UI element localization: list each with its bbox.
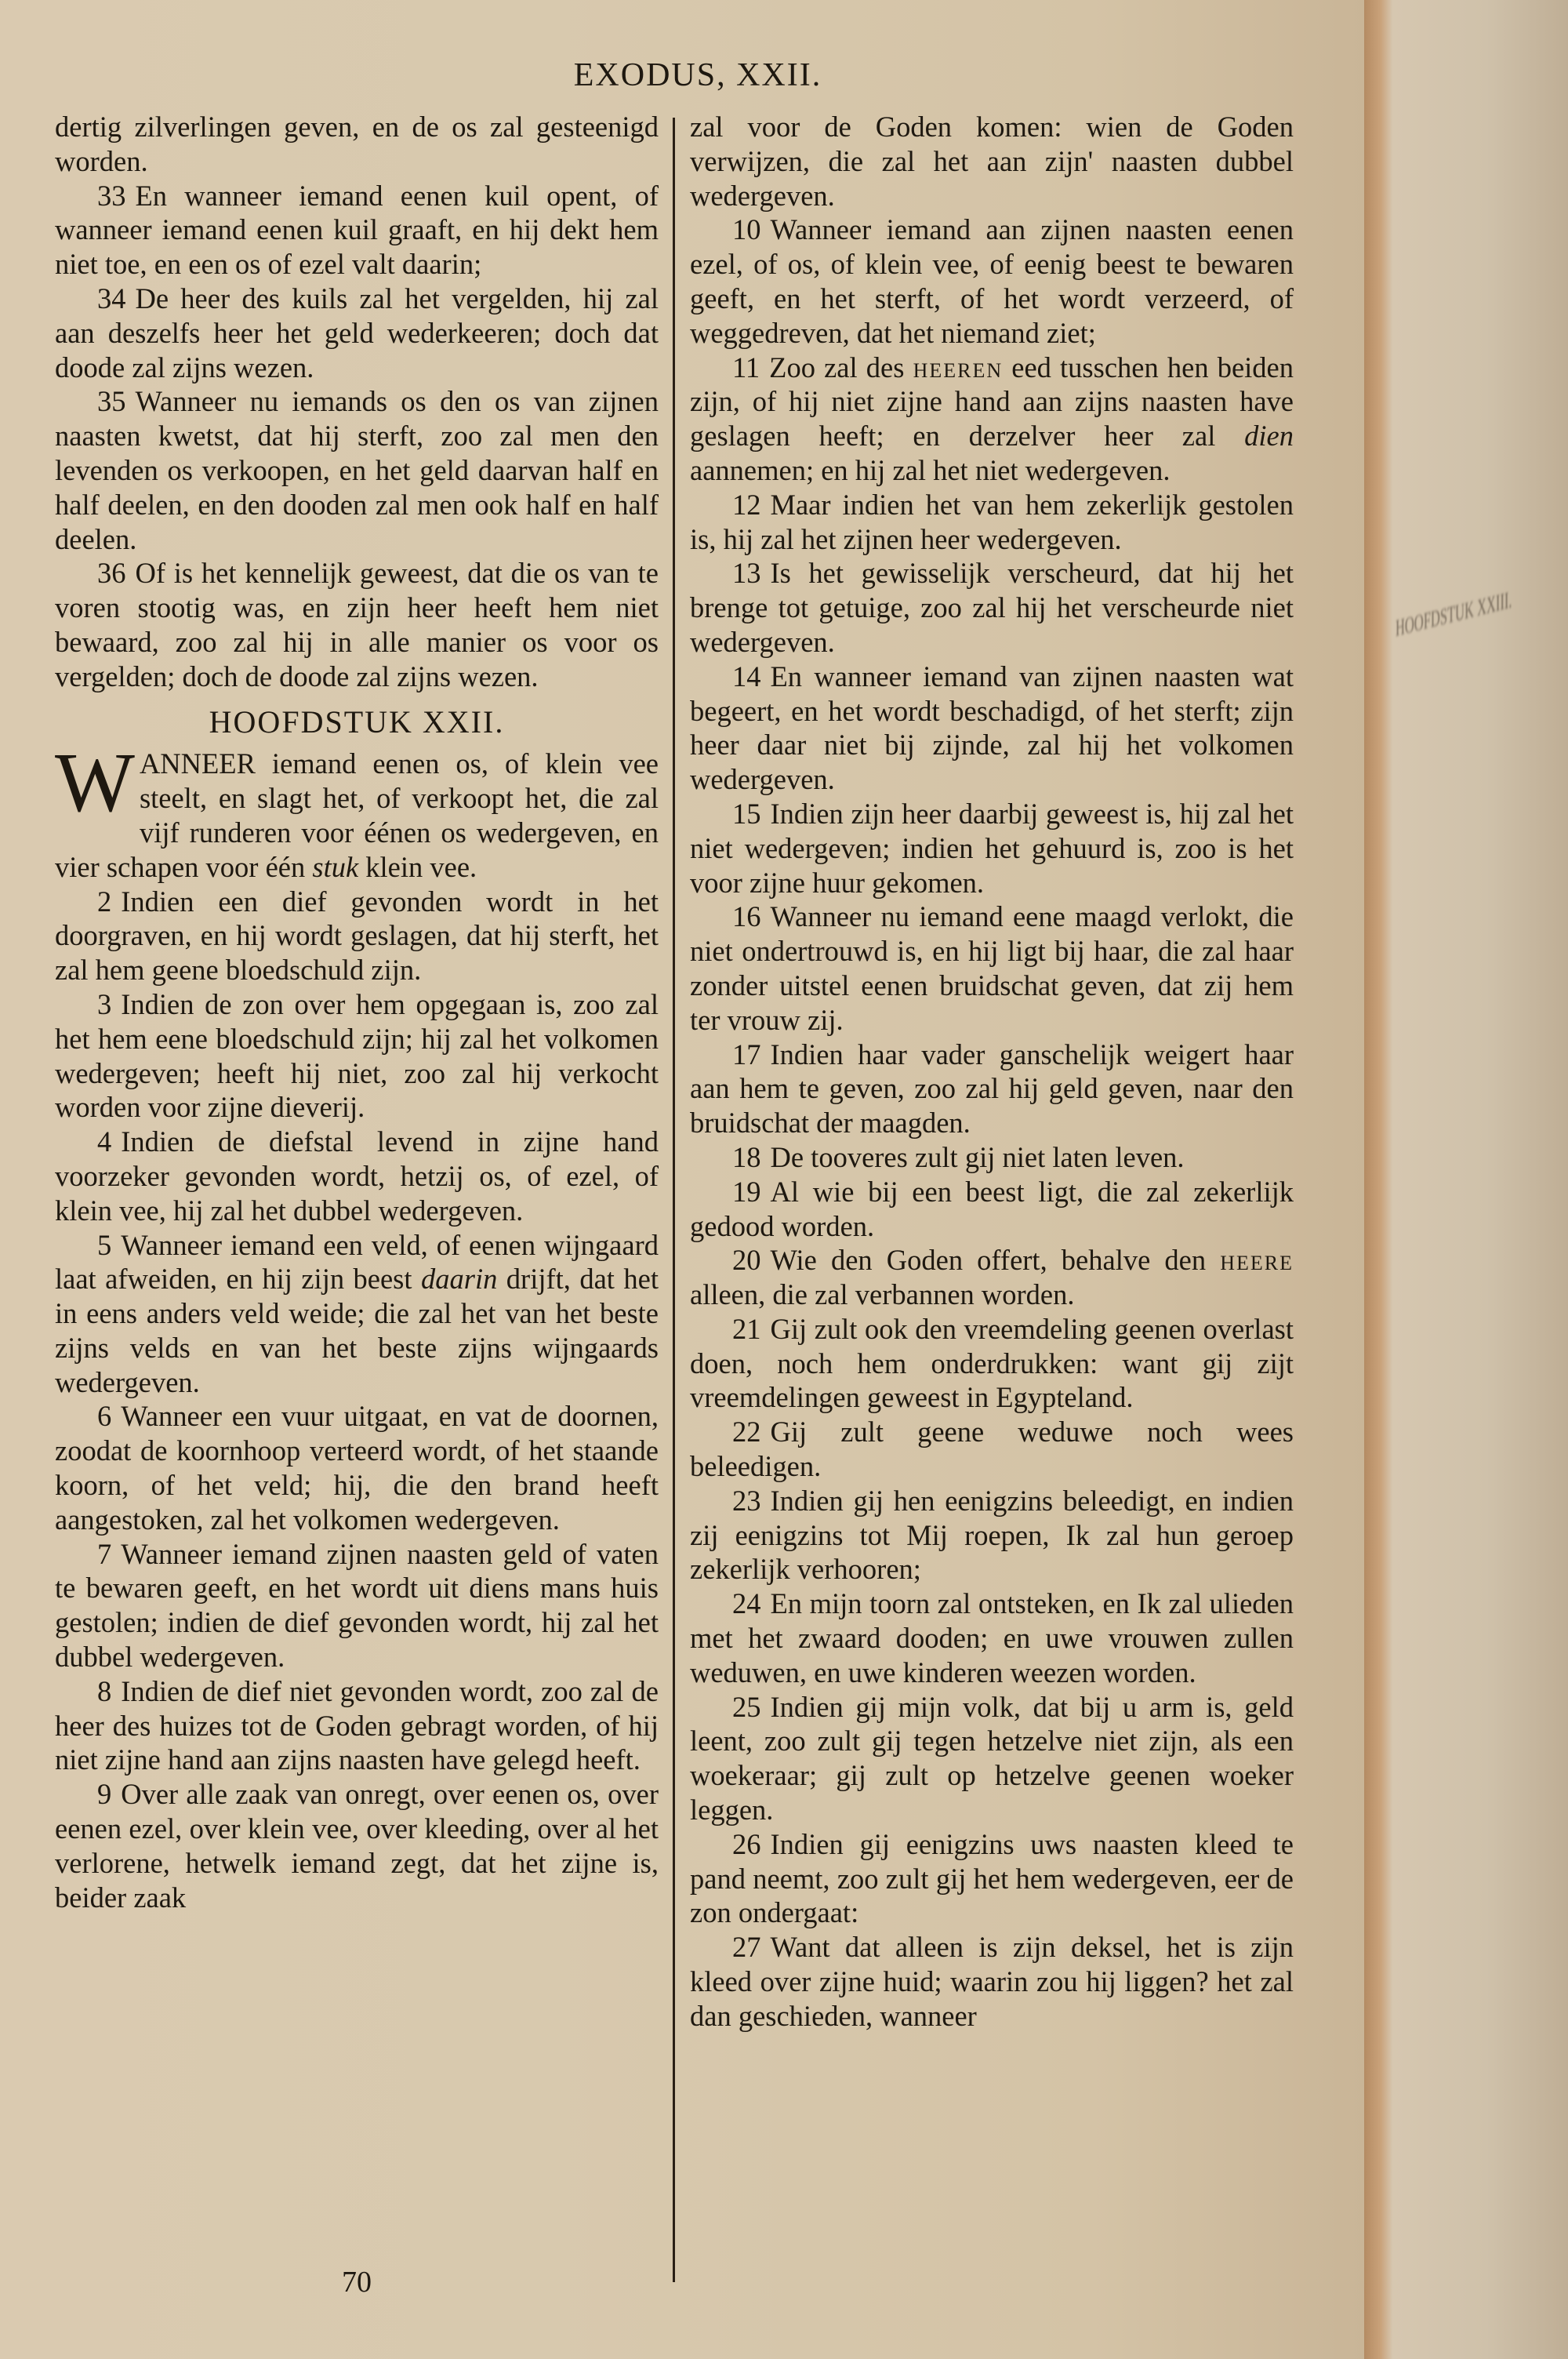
verse <box>690 213 1294 350</box>
verse <box>55 1777 659 1914</box>
verse-text: Wanneer iemand een veld, of eenen wijngaard laat afweiden, en hij zijn beest <box>55 1228 659 1296</box>
verse <box>55 179 659 282</box>
verse-text: Indien gij mijn volk, dat bij u arm is, geld leent, zoo zult gij tegen hetzelve niet zijn, als een woekeraar; gij zult op hetzelve geenen woeker leggen. <box>690 1690 1294 1826</box>
verse-text: Gij zult ook den vreemdeling geenen overlast doen, noch hem onderdrukken: want gij zijt vreemdelingen geweest in Egypteland. <box>690 1312 1294 1414</box>
verse-text: Indien gij hen eenigzins beleedigt, en indien zij eenigzins tot Mij roepen, Ik zal hun geroep zekerlijk verhooren; <box>690 1484 1294 1586</box>
verse-number: 26 <box>732 1827 761 1860</box>
verse-text: De tooveres zult gij niet laten leven. <box>770 1140 1185 1173</box>
verse <box>690 556 1294 659</box>
verse <box>55 556 659 693</box>
verse-text: Indien een dief gevonden wordt in het doorgraven, en hij wordt geslagen, dat hij sterft, het zal hem geene bloedschuld zijn. <box>55 885 659 987</box>
verse-number: 6 <box>97 1400 112 1433</box>
verse-text: Wanneer nu iemand eene maagd verlokt, die niet ondertrouwd is, en hij ligt bij haar, die zal haar zonder uitstel eenen bruidschat geven, dat zij hem ter vrouw zij. <box>690 900 1294 1036</box>
verse-text: iemand eenen os, of klein vee steelt, en slagt het, of verkoopt het, die zal vijf runderen voor éénen os wedergeven, en vier schapen voor één <box>55 747 659 883</box>
verse-number: 10 <box>732 213 761 246</box>
verse <box>55 282 659 384</box>
verse-number: 18 <box>732 1140 761 1173</box>
verse <box>690 1827 1294 1930</box>
verse-text: Wanneer nu iemands os den os van zijnen naasten kwetst, dat hij sterft, zoo zal men den levenden os verkoopen, en het geld daarvan half en half deelen, en den dooden zal men ook half en half deelen. <box>55 385 659 555</box>
verse-text: aannemen; en hij zal het niet wedergeven. <box>690 453 1171 486</box>
verse-text: De heer des kuils zal het vergelden, hij zal aan deszelfs heer het geld wederkeeren; doch dat doode zal zijns wezen. <box>55 282 659 383</box>
verse-text: Want dat alleen is zijn deksel, het is zijn kleed over zijne huid; waarin zou hij liggen? het zal dan geschieden, wanneer <box>690 1931 1294 2032</box>
verse-number: 25 <box>732 1690 761 1723</box>
next-page-curl <box>1364 0 1568 2359</box>
verse-text: En mijn toorn zal ontsteken, en Ik zal ulieden met het zwaard dooden; en uwe vrouwen zullen weduwen, en uwe kinderen weezen worden. <box>690 1587 1294 1688</box>
verse-number: 20 <box>732 1244 761 1277</box>
verse <box>690 1140 1294 1175</box>
verse-number: 11 <box>732 351 760 383</box>
verse-text: Indien de zon over hem opgegaan is, zoo zal het hem eene bloedschuld zijn; hij zal het volkomen wedergeven; heeft hij niet, zoo zal hij verkocht worden voor zijne dieverij. <box>55 987 659 1124</box>
verse <box>690 1312 1294 1415</box>
verse <box>690 1930 1294 2033</box>
verse <box>690 1038 1294 1140</box>
verse-text: eed tusschen hen beiden zijn, of hij niet zijne hand aan zijns naasten have geslagen heeft; en derzelver heer zal <box>690 351 1294 453</box>
divine-name-smallcaps: heere <box>1220 1244 1294 1277</box>
verse <box>55 885 659 987</box>
verse-number: 19 <box>732 1175 761 1208</box>
verse-number: 24 <box>732 1587 761 1620</box>
verse-number: 16 <box>732 900 761 933</box>
verse-text: Wanneer iemand zijnen naasten geld of vaten te bewaren geeft, en het wordt uit diens mans huis gestolen; indien de dief gevonden wordt, hij zal het dubbel wedergeven. <box>55 1537 659 1674</box>
verse-text: Gij zult geene weduwe noch wees beleedigen. <box>690 1416 1294 1483</box>
column-rule <box>673 118 675 2282</box>
verse-number: 22 <box>732 1416 761 1448</box>
verse-1 <box>55 736 659 884</box>
verse-italic: daarin <box>420 1263 498 1296</box>
running-head <box>0 56 1333 94</box>
verse-text: Indien haar vader ganschelijk weigert haar aan hem te geven, zoo zal hij geld geven, naar den bruidschat der maagden. <box>690 1038 1294 1140</box>
verse-number: 3 <box>97 987 112 1020</box>
verse <box>55 1674 659 1777</box>
verse-text: Indien de dief niet gevonden wordt, zoo zal de heer des huizes tot de Goden gebragt worden, of hij niet zijne hand aan zijns naasten have gelegd heeft. <box>55 1674 659 1776</box>
verse-text: Zoo zal des <box>769 351 913 383</box>
verse-text: Wie den Goden offert, behalve den <box>770 1244 1221 1277</box>
verse-number: 15 <box>732 797 761 830</box>
verse-text: Is het gewisselijk verscheurd, dat hij het brenge tot getuige, zoo zal hij het verscheurde niet wedergeven. <box>690 557 1294 658</box>
verse <box>690 1690 1294 1827</box>
verse-italic: dien <box>1244 420 1294 453</box>
verse <box>690 1243 1294 1312</box>
verse-number: 36 <box>97 557 126 590</box>
verse-text: Indien gij eenigzins uws naasten kleed te pand neemt, zoo zult gij het hem wedergeven, eer de zon ondergaat: <box>690 1827 1294 1929</box>
verse-number: 27 <box>732 1931 761 1964</box>
verse-number: 35 <box>97 385 126 418</box>
right-column <box>690 110 1294 2034</box>
verse-continuation: zal voor de Goden komen: wien de Goden verwijzen, die zal het aan zijn' naasten dubbel wedergeven. <box>690 111 1294 212</box>
verse-text: klein vee. <box>358 850 477 883</box>
page-number: 70 <box>342 2266 372 2299</box>
verse <box>690 1484 1294 1587</box>
drop-cap: W <box>55 736 135 831</box>
verse-number: 23 <box>732 1484 761 1517</box>
verse-text: Of is het kennelijk geweest, dat die os van te voren stootig was, en zijn heer heeft hem niet bewaard, zoo zal hij in alle manier os voor os vergelden; doch de doode zal zijns wezen. <box>55 557 659 692</box>
verse-text: alleen, die zal verbannen worden. <box>690 1278 1075 1311</box>
verse <box>55 1399 659 1536</box>
verse <box>690 351 1294 488</box>
verse-text: En wanneer iemand van zijnen naasten wat begeert, en het wordt beschadigd, of het sterft; zijn heer daar niet bij zijnde, zal hij het volkomen wedergeven. <box>690 660 1294 796</box>
verse-number: 8 <box>97 1674 112 1707</box>
verse-text: Over alle zaak van onregt, over eenen os, over eenen ezel, over klein vee, over kleeding, over al het verlorene, hetwelk iemand zegt, dat het zijne is, beider zaak <box>55 1778 659 1914</box>
running-head-text: EXODUS, XXII. <box>573 57 822 93</box>
verse-number: 33 <box>97 179 126 212</box>
next-page-chapter-title: HOOFDSTUK XXIII. <box>1396 586 1512 642</box>
verse-number: 2 <box>97 885 112 918</box>
left-column <box>55 110 659 1914</box>
verse <box>690 1415 1294 1484</box>
verse-number: 13 <box>732 557 761 590</box>
verse-number: 9 <box>97 1778 112 1811</box>
verse-number: 12 <box>732 488 761 521</box>
verse-number: 21 <box>732 1312 761 1345</box>
verse <box>690 1587 1294 1689</box>
verse-number: 5 <box>97 1228 112 1261</box>
verse-text: En wanneer iemand eenen kuil opent, of wanneer iemand eenen kuil graaft, en hij dekt hem niet toe, en een os of ezel valt daarin; <box>55 179 659 281</box>
verse-number: 17 <box>732 1038 761 1070</box>
divine-name-smallcaps: heeren <box>913 351 1004 383</box>
verse <box>55 1125 659 1227</box>
verse-text: Indien zijn heer daarbij geweest is, hij zal het niet wedergeven; indien het gehuurd is, zoo is het voor zijne huur gekomen. <box>690 797 1294 899</box>
verse <box>55 987 659 1125</box>
verse-number: 7 <box>97 1537 112 1570</box>
verse <box>690 488 1294 557</box>
verse <box>55 384 659 556</box>
verse <box>690 797 1294 900</box>
verse <box>690 660 1294 797</box>
chapter-title: HOOFDSTUK XXII. <box>209 703 505 740</box>
verse-text: drijft, dat het in eens anders veld weide; die zal het van het beste zijns velds en van het beste zijns wijngaards wedergeven. <box>55 1263 659 1398</box>
verse-number: 34 <box>97 282 126 314</box>
verse-text: Indien de diefstal levend in zijne hand voorzeker gevonden wordt, hetzij os, of ezel, of klein vee, hij zal het dubbel wedergeven. <box>55 1125 659 1227</box>
verse-text: Al wie bij een beest ligt, die zal zekerlijk gedood worden. <box>690 1175 1294 1242</box>
verse <box>690 1175 1294 1244</box>
verse-number: 14 <box>732 660 761 692</box>
verse-italic: stuk <box>312 850 359 883</box>
verse-continuation: dertig zilverlingen geven, en de os zal gesteenigd worden. <box>55 111 659 177</box>
verse-text: Wanneer een vuur uitgaat, en vat de doornen, zoodat de koornhoop verteerd wordt, of het staande koorn, of het veld; hij, die den brand heeft aangestoken, zal het volkomen wedergeven. <box>55 1400 659 1536</box>
verse <box>690 900 1294 1037</box>
verse <box>55 1228 659 1400</box>
verse-text: Maar indien het van hem zekerlijk gestolen is, hij zal het zijnen heer wedergeven. <box>690 488 1294 555</box>
verse-number: 4 <box>97 1125 112 1158</box>
verse-opening-caps: ANNEER <box>139 747 256 780</box>
verse <box>55 1537 659 1674</box>
verse-text: Wanneer iemand aan zijnen naasten eenen ezel, of os, of klein vee, of eenig beest te bewaren geeft, en het sterft, of het wordt verzeerd, of weggedreven, dat het niemand ziet; <box>690 213 1294 349</box>
